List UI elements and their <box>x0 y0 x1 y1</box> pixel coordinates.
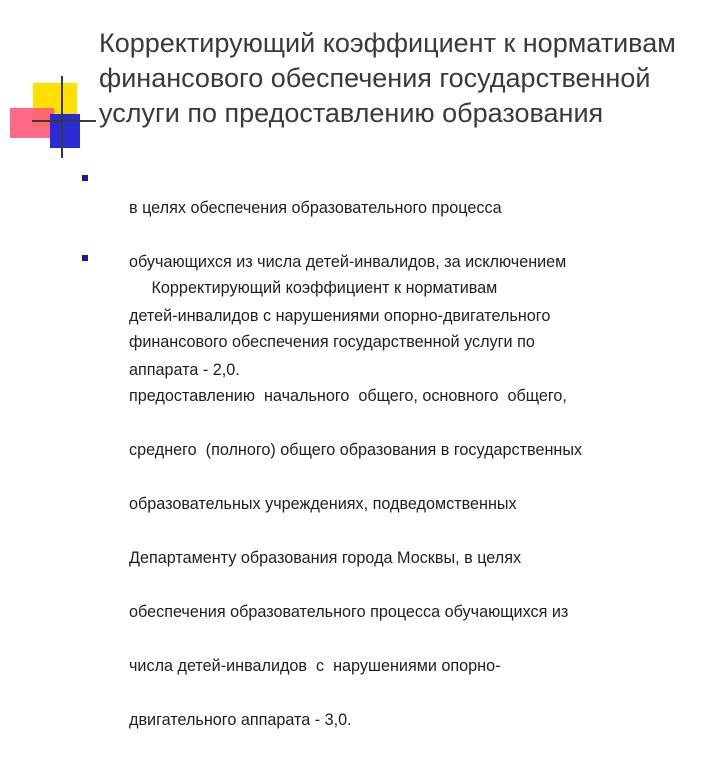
bullet-2-line: финансового обеспечения государственной услуги по <box>129 333 535 351</box>
bullet-2-line: Департаменту образования города Москвы, в целях <box>129 549 522 567</box>
blue-square <box>50 114 80 148</box>
bullet-2-line: предоставлению начального общего, основного общего, <box>129 387 567 405</box>
bullet-marker-1 <box>82 175 88 181</box>
slide-title <box>99 26 709 131</box>
bullet-1-line: обучающихся из числа детей-инвалидов, за исключением <box>129 253 567 271</box>
bullet-2-line: среднего (полного) общего образования в государственных <box>129 441 583 459</box>
bullet-1-line: в целях обеспечения образовательного процесса <box>129 199 502 217</box>
title-line-2: финансового обеспечения государственной <box>99 63 651 93</box>
bullet-item-2 <box>129 243 704 765</box>
pink-square <box>10 108 54 138</box>
bullet-2-line: числа детей-инвалидов с нарушениями опорно- <box>129 657 501 675</box>
title-line-3: услуги по предоставлению образования <box>99 98 604 128</box>
bullet-1-line: детей-инвалидов с нарушениями опорно-двигательного <box>129 307 551 325</box>
decorative-squares <box>0 0 100 170</box>
bullet-1-line: аппарата - 2,0. <box>129 361 240 379</box>
bullet-marker-2 <box>82 255 88 261</box>
bullet-2-line: обеспечения образовательного процесса обучающихся из <box>129 603 569 621</box>
bullet-2-line: Корректирующий коэффициент к нормативам <box>129 279 498 297</box>
bullet-2-line: двигательного аппарата - 3,0. <box>129 711 352 729</box>
title-line-1: Корректирующий коэффициент к нормативам <box>99 28 676 58</box>
bullet-2-line: образовательных учреждениях, подведомственных <box>129 495 517 513</box>
